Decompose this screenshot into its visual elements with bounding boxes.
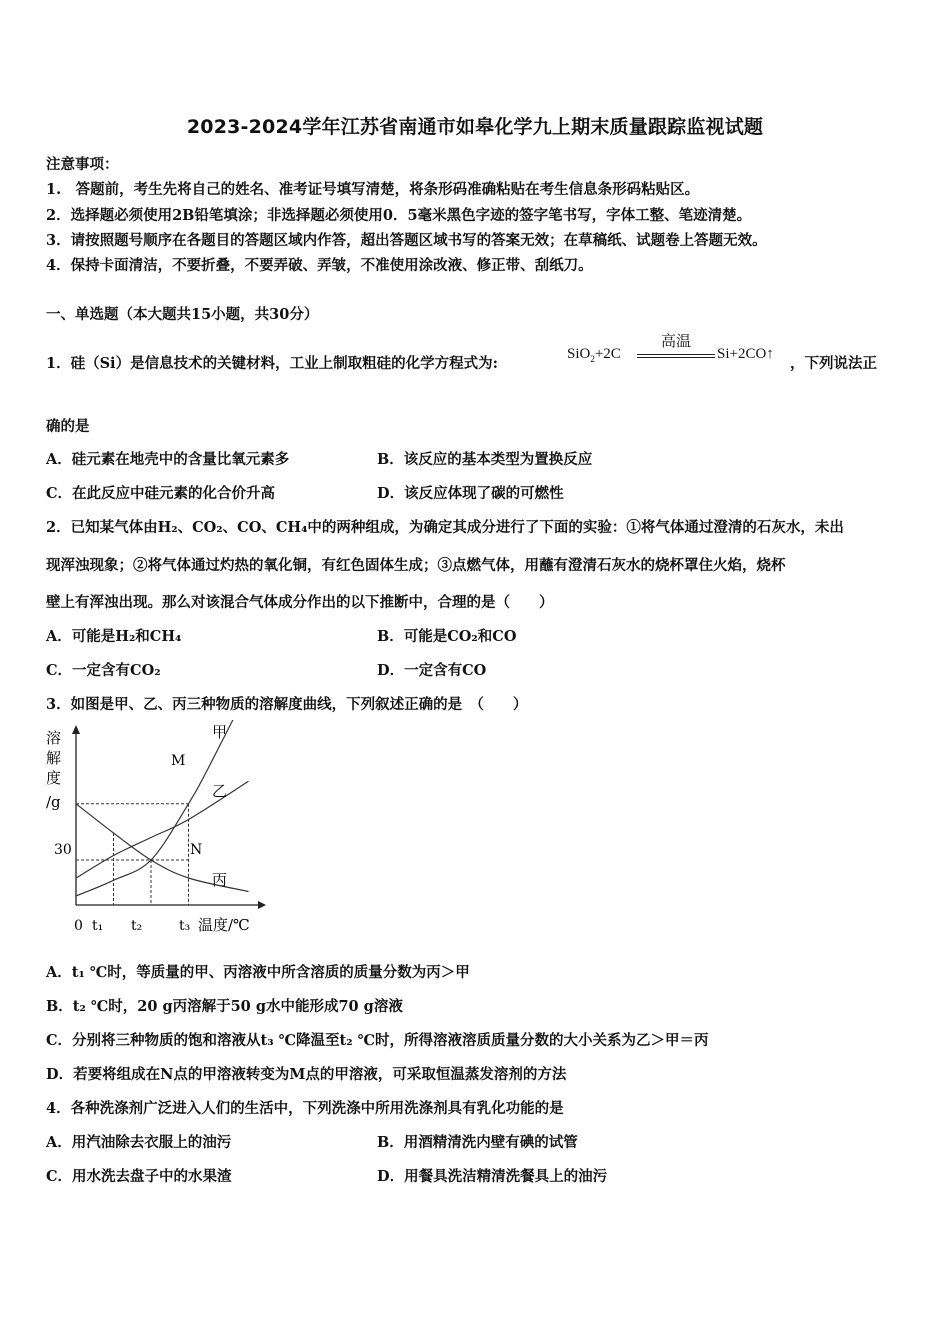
x-axis-label: 温度/℃ <box>198 916 250 934</box>
series-curve-jia <box>76 720 249 896</box>
q1-option-a[interactable]: A．硅元素在地壳中的含量比氧元素多 <box>46 451 290 468</box>
notice-item: 1. 答题前，考生先将自己的姓名、准考证号填写清楚，将条形码准确粘贴在考生信息条形码粘贴区。 <box>46 181 700 198</box>
q4-option-a[interactable]: A．用汽油除去衣服上的油污 <box>46 1134 232 1151</box>
y-tick-label: 30 <box>54 842 72 858</box>
q1-option-b[interactable]: B．该反应的基本类型为置换反应 <box>377 451 593 468</box>
eq-reactant-rest: +2C <box>594 346 621 362</box>
q2-line1: 2．已知某气体由H₂、CO₂、CO、CH₄中的两种组成，为确定其成分进行了下面的实验：①将气体通过澄清的石灰水，未出 <box>46 519 844 536</box>
notice-heading: 注意事项： <box>46 156 119 173</box>
eq-products: Si+2CO↑ <box>717 346 774 362</box>
q2-line2: 现浑浊现象；②将气体通过灼热的氧化铜，有红色固体生成；③点燃气体，用蘸有澄清石灰水的烧杯罩住火焰，烧杯 <box>46 557 786 574</box>
series-label-bing: 丙 <box>212 871 228 889</box>
x-tick-label: 0 <box>74 918 83 934</box>
q1-option-d[interactable]: D．该反应体现了碳的可燃性 <box>377 485 564 502</box>
q3-option-c[interactable]: C．分别将三种物质的饱和溶液从t₃ ℃降温至t₂ ℃时，所得溶液溶质质量分数的大小关系为乙＞甲＝丙 <box>46 1032 709 1049</box>
series-label-yi: 乙 <box>212 782 228 800</box>
section-heading: 一、单选题（本大题共15小题，共30分） <box>46 306 319 323</box>
q2-line3: 壁上有浑浊出现。那么对该混合气体成分作出的以下推断中，合理的是（ ） <box>46 594 554 611</box>
eq-bar <box>637 354 715 355</box>
q1-option-c[interactable]: C．在此反应中硅元素的化合价升高 <box>46 485 276 502</box>
q4-option-b[interactable]: B．用酒精清洗内壁有碘的试管 <box>377 1134 578 1151</box>
q4-option-c[interactable]: C．用水洗去盘子中的水果渣 <box>46 1168 232 1185</box>
y-label-char: 溶 <box>46 729 62 747</box>
notice-item: 4．保持卡面清洁，不要折叠，不要弄破、弄皱，不准使用涂改液、修正带、刮纸刀。 <box>46 257 593 274</box>
x-tick-label: t₂ <box>131 918 143 934</box>
q2-option-d[interactable]: D．一定含有CO <box>377 662 487 679</box>
y-label-char: 度 <box>46 769 62 787</box>
point-label-m: M <box>171 753 186 769</box>
notice-item: 2．选择题必须使用2B铅笔填涂；非选择题必须使用0．5毫米黑色字迹的签字笔书写，字体工整、笔迹清楚。 <box>46 207 752 224</box>
y-axis-arrow <box>72 725 80 734</box>
x-tick-label: t₁ <box>92 918 104 934</box>
q3-option-d[interactable]: D．若要将组成在N点的甲溶液转变为M点的甲溶液，可采取恒温蒸发溶剂的方法 <box>46 1066 567 1083</box>
q3-option-a[interactable]: A．t₁ ℃时，等质量的甲、丙溶液中所含溶质的质量分数为丙＞甲 <box>46 964 470 981</box>
page-title: 2023-2024学年江苏省南通市如皋化学九上期末质量跟踪监视试题 <box>186 116 764 138</box>
q1-stem-after: ，下列说法正 <box>790 355 877 372</box>
q4-stem: 4．各种洗涤剂广泛进入人们的生活中，下列洗涤中所用洗涤剂具有乳化功能的是 <box>46 1100 564 1117</box>
q2-option-c[interactable]: C．一定含有CO₂ <box>46 662 161 679</box>
series-label-jia: 甲 <box>212 723 228 741</box>
q3-option-b[interactable]: B．t₂ ℃时，20 g丙溶解于50 g水中能形成70 g溶液 <box>46 998 403 1015</box>
point-label-n: N <box>190 842 203 858</box>
notice-item: 3．请按照题号顺序在各题目的答题区域内作答，超出答题区域书写的答案无效；在草稿纸、试题卷上答题无效。 <box>46 232 767 249</box>
x-tick-label: t₃ <box>179 918 191 934</box>
y-label-char: /g <box>46 793 61 811</box>
eq-bar <box>637 357 715 358</box>
eq-reactant: SiO <box>567 346 591 362</box>
solubility-chart <box>40 720 270 940</box>
q3-stem: 3．如图是甲、乙、丙三种物质的溶解度曲线，下列叙述正确的是 （ ） <box>46 696 528 713</box>
q2-option-a[interactable]: A．可能是H₂和CH₄ <box>46 628 182 645</box>
chemical-equation <box>567 330 787 368</box>
q1-stem: 1．硅（Si）是信息技术的关键材料，工业上制取粗硅的化学方程式为: <box>46 355 498 372</box>
y-label-char: 解 <box>46 749 62 767</box>
eq-subscript: 2 <box>590 354 595 364</box>
q4-option-d[interactable]: D．用餐具洗洁精清洗餐具上的油污 <box>377 1168 608 1185</box>
eq-condition: 高温 <box>661 334 692 350</box>
q2-option-b[interactable]: B．可能是CO₂和CO <box>377 628 517 645</box>
q1-stem-cont: 确的是 <box>46 418 90 435</box>
x-axis-arrow <box>258 901 266 909</box>
